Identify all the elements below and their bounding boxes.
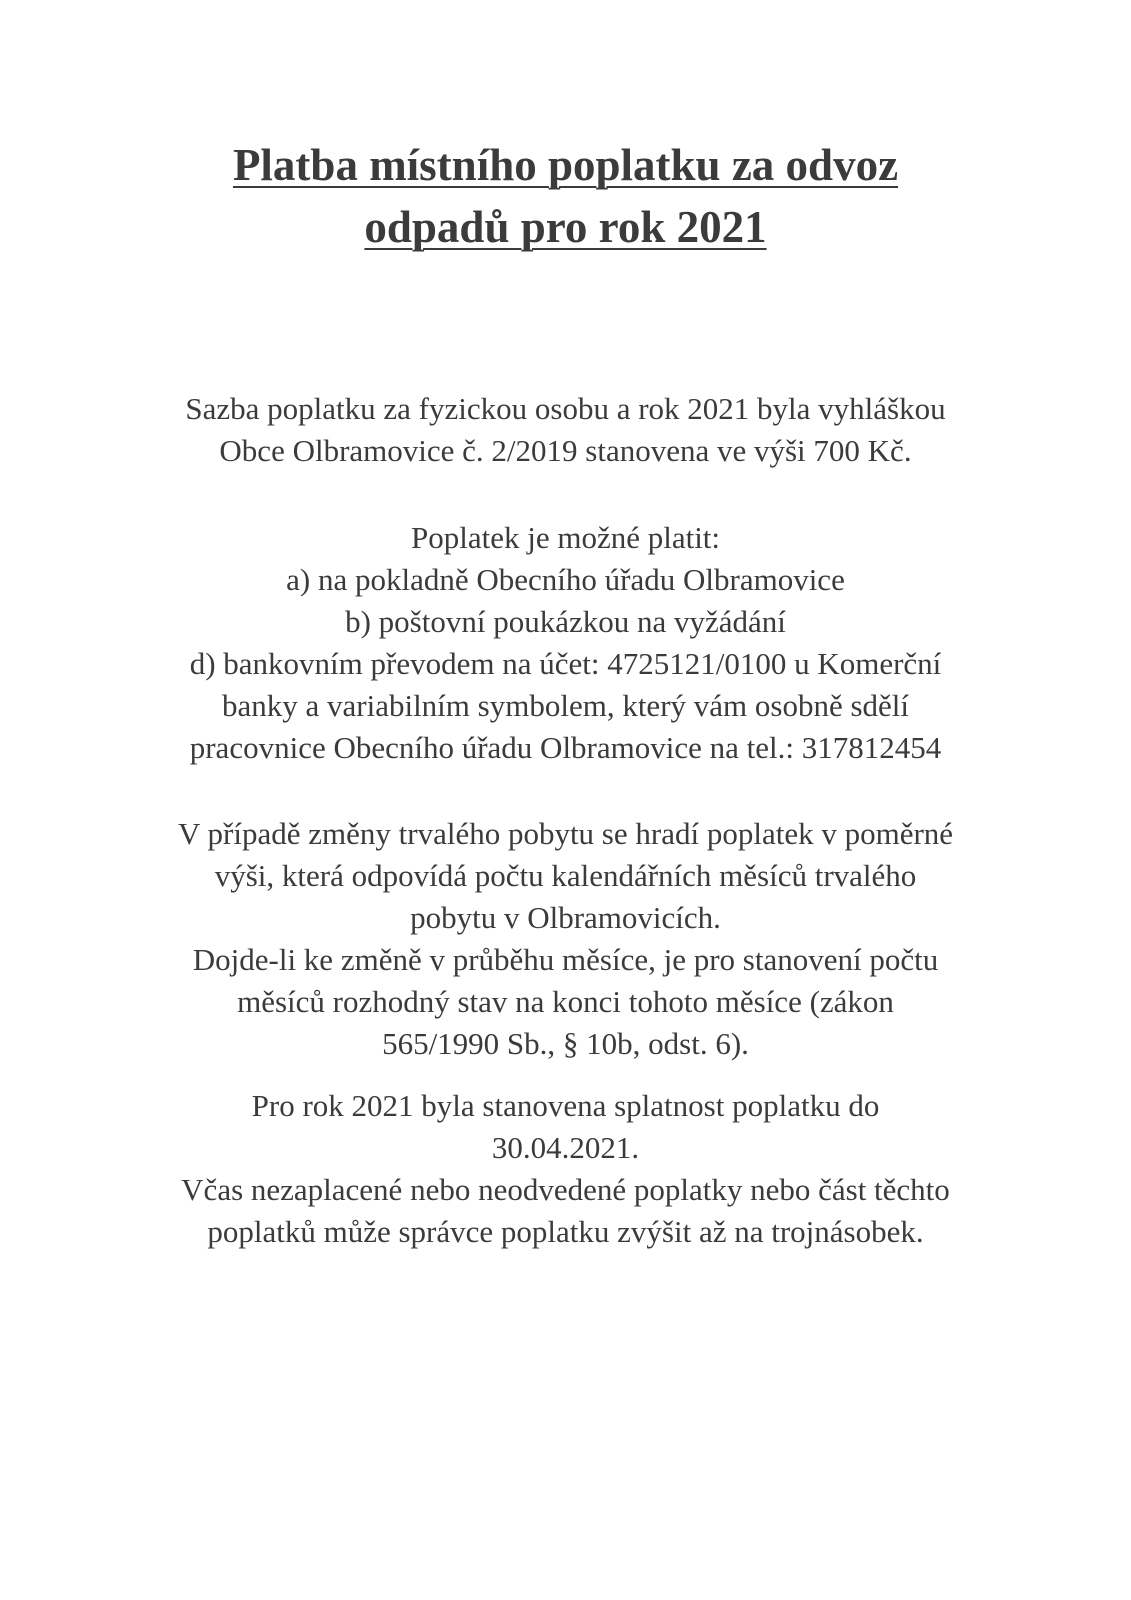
text-line: Poplatek je možné platit: (410, 520, 721, 555)
text-line: Dojde-li ke změně v průběhu měsíce, je pro stanovení počtu (192, 942, 939, 977)
text-line: poplatků může správce poplatku zvýšit až na trojnásobek. (207, 1214, 924, 1249)
text-line: měsíců rozhodný stav na konci tohoto měsíce (zákon (237, 984, 894, 1019)
paragraph-payment-options (0, 517, 1131, 769)
text-line: b) poštovní poukázkou na vyžádání (345, 604, 786, 639)
document-title (0, 134, 1131, 258)
text-line: banky a variabilním symbolem, který vám osobně sdělí (221, 688, 910, 723)
text-line: Včas nezaplacené nebo neodvedené poplatky nebo část těchto (181, 1172, 950, 1207)
text-line: a) na pokladně Obecního úřadu Olbramovice (286, 562, 845, 597)
text-line: V případě změny trvalého pobytu se hradí poplatek v poměrné (177, 816, 954, 851)
text-line: pobytu v Olbramovicích. (410, 900, 721, 935)
text-line: 30.04.2021. (491, 1130, 640, 1165)
text-line: výši, která odpovídá počtu kalendářních měsíců trvalého (214, 858, 917, 893)
text-line: Obce Olbramovice č. 2/2019 stanovena ve výši 700 Kč. (219, 433, 912, 468)
text-line: d) bankovním převodem na účet: 4725121/0100 u Komerční (189, 646, 942, 681)
title-line: Platba místního poplatku za odvoz (232, 140, 899, 190)
text-line: Sazba poplatku za fyzickou osobu a rok 2021 byla vyhláškou (185, 391, 946, 426)
text-line: 565/1990 Sb., § 10b, odst. 6). (382, 1026, 749, 1061)
paragraph-due-date (0, 1085, 1131, 1253)
paragraph-residence-change (0, 813, 1131, 1065)
title-line: odpadů pro rok 2021 (364, 202, 767, 252)
text-line: pracovnice Obecního úřadu Olbramovice na tel.: 317812454 (189, 730, 942, 765)
text-line: Pro rok 2021 byla stanovena splatnost poplatku do (251, 1088, 880, 1123)
paragraph-fee-rate (0, 388, 1131, 472)
